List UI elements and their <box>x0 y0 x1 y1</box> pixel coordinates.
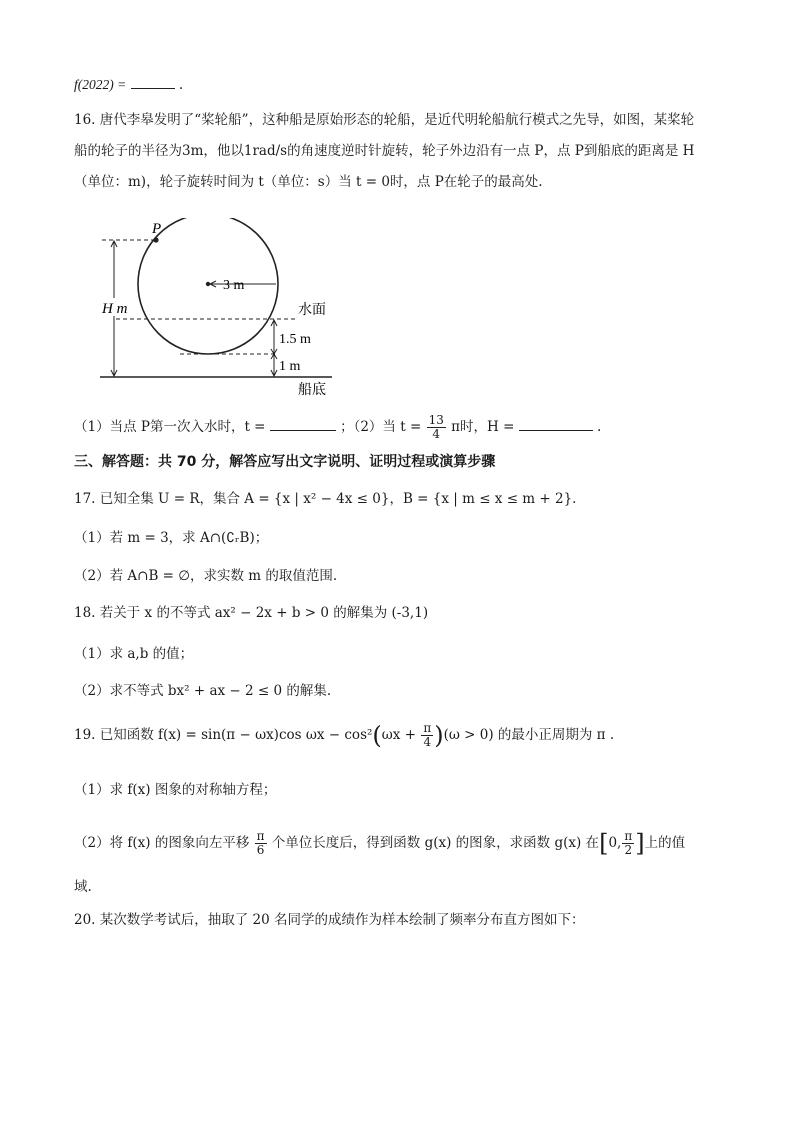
q18-part2: （2）求不等式 bx² + ax − 2 ≤ 0 的解集. <box>74 683 332 699</box>
label-1m: 1 m <box>279 359 301 374</box>
interval-start: 0, <box>608 835 622 851</box>
q17-part1: （1）若 m = 3，求 A∩(∁ᵣB)； <box>74 530 269 546</box>
q20-stem: 20. 某次数学考试后，抽取了 20 名同学的成绩作为样本绘制了频率分布直方图如下： <box>74 912 585 928</box>
q15-tail-line <box>74 74 183 95</box>
q18-stem: 18. 若关于 x 的不等式 ax² − 2x + b > 0 的解集为 (-3,1) <box>74 605 429 621</box>
section-three-heading: 三、解答题：共 70 分，解答应写出文字说明、证明过程或演算步骤 <box>74 454 496 470</box>
q19-part2-a: （2）将 f(x) 的图象向左平移 <box>74 835 250 851</box>
label-radius: 3 m <box>223 278 245 293</box>
q19-part1: （1）求 f(x) 图象的对称轴方程； <box>74 782 277 798</box>
label-h: H m <box>102 301 128 317</box>
q16-part2-text: ；（2）当 t = <box>340 419 422 435</box>
fraction-pi-6: $\frac{\pi}{6}$ <box>256 829 265 857</box>
q19-part2-c: 上的值 <box>644 835 686 851</box>
q16-line-1: 16. 唐代李皋发明了“桨轮船”，这种船是原始形态的轮船，是近代明轮船航行模式之先导，如图，某桨轮 <box>74 112 695 128</box>
q19-stem: 19. 已知函数 f(x) = sin(π − ωx)cos ωx − cos²(ωx + $\frac{\pi}{4}$ )(ω > 0) 的最小正周期为 π . <box>74 721 615 750</box>
q19-part2: （2）将 f(x) 的图象向左平移 $\frac{\pi}{6}$ 个单位长度后，得到函数 g(x) 的图象，求函数 g(x) 在[0, $\frac{\pi}{2}$ ]上的值 <box>74 829 686 858</box>
label-bottom: 船底 <box>298 383 326 398</box>
fraction-13-4: $\frac{13}{4}$ <box>428 413 444 441</box>
label-water: 水面 <box>298 303 326 318</box>
paddle-wheel-figure <box>96 218 346 400</box>
q16-blank-2 <box>519 416 593 431</box>
q16-subquestions <box>74 414 601 441</box>
q17-part2: （2）若 A∩B = ∅，求实数 m 的取值范围. <box>74 568 338 584</box>
fraction-pi-4: $\frac{\pi}{4}$ <box>423 721 432 749</box>
period: . <box>596 419 602 435</box>
q16-part2-text-b: π时，H = <box>451 419 515 435</box>
label-1-5m: 1.5 m <box>279 332 311 347</box>
answer-blank <box>131 74 175 89</box>
q16-part1-text: （1）当点 P第一次入水时，t = <box>74 419 266 435</box>
point-p <box>153 237 158 242</box>
fraction-pi-2: $\frac{\pi}{2}$ <box>624 829 633 857</box>
q17-stem: 17. 已知全集 U = R，集合 A = {x | x² − 4x ≤ 0}，B = {x | m ≤ x ≤ m + 2}. <box>74 491 577 507</box>
period: . <box>178 77 184 93</box>
q19-stem-c: (ω > 0) 的最小正周期为 π . <box>443 727 615 743</box>
q19-part2-continued: 域. <box>74 879 92 895</box>
q19-stem-a: 19. 已知函数 f(x) = sin(π − ωx)cos ωx − cos² <box>74 727 373 743</box>
f2022-expression: f(2022) = <box>74 77 127 92</box>
q16-line-2: 船的轮子的半径为3m，他以1rad/s的角速度逆时针旋转，轮子外边沿有一点 P，点 P到船底的距离是 H <box>74 143 695 159</box>
q16-blank-1 <box>270 416 336 431</box>
label-p: P <box>152 221 162 237</box>
q16-line-3: （单位：m)，轮子旋转时间为 t（单位：s）当 t = 0时，点 P在轮子的最高处. <box>74 174 543 190</box>
q18-part1: （1）求 a,b 的值； <box>74 646 194 662</box>
q19-stem-b: ωx + <box>381 727 417 743</box>
q19-part2-b: 个单位长度后，得到函数 g(x) 的图象，求函数 g(x) 在 <box>271 835 600 851</box>
